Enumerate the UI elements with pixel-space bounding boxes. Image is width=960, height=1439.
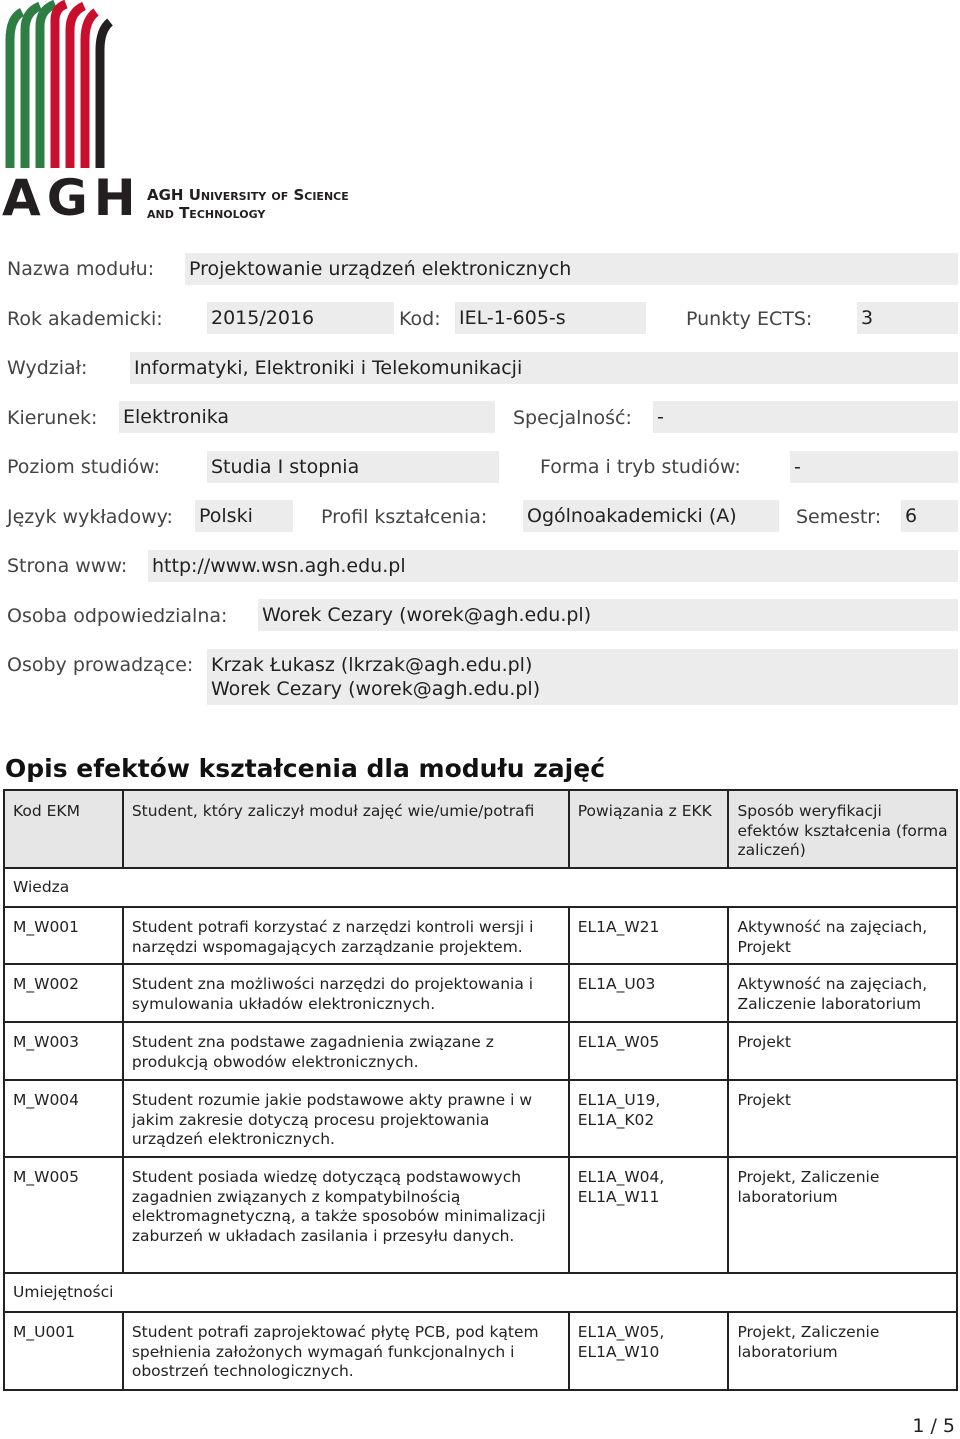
specialty-value: - [653, 401, 958, 433]
header-ekk: Powiązania z EKK [569, 790, 729, 868]
table-row [4, 1080, 957, 1157]
lecturer-2: Worek Cezary (worek@agh.edu.pl) [211, 678, 541, 700]
row-verification: Projekt, Zaliczenie laboratorium [728, 1157, 957, 1273]
row-code: M_W003 [4, 1022, 123, 1080]
field-value: Elektronika [119, 401, 495, 433]
language-label: Język wykładowy: [7, 506, 173, 528]
section-row-knowledge [4, 868, 957, 907]
agh-logo-university-line2: and Technology [147, 204, 266, 222]
semester-value: 6 [901, 500, 958, 532]
table-row [4, 907, 957, 964]
row-ekk: EL1A_W05, EL1A_W10 [569, 1312, 729, 1390]
table-row [4, 1157, 957, 1273]
header-description: Student, który zaliczył moduł zajęć wie/umie/potrafi [123, 790, 569, 868]
row-description: Student zna podstawe zagadnienia związane z produkcją obwodów elektronicznych. [123, 1022, 569, 1080]
faculty-label: Wydział: [7, 357, 88, 379]
language-value: Polski [195, 500, 293, 532]
semester-label: Semestr: [796, 506, 882, 528]
row-ekk: EL1A_W21 [569, 907, 729, 964]
row-ekk: EL1A_U19, EL1A_K02 [569, 1080, 729, 1157]
row-code: M_W001 [4, 907, 123, 964]
level-label: Poziom studiów: [7, 456, 161, 478]
code-value: IEL-1-605-s [455, 302, 646, 334]
profile-label: Profil kształcenia: [321, 506, 488, 528]
row-description: Student rozumie jakie podstawowe akty prawne i w jakim zakresie dotyczą procesu projektowania urządzeń elektronicznych. [123, 1080, 569, 1157]
ects-value: 3 [857, 302, 958, 334]
field-label: Kierunek: [7, 407, 98, 429]
row-verification: Aktywność na zajęciach, Zaliczenie laboratorium [728, 964, 957, 1022]
module-name-label: Nazwa modułu: [7, 258, 155, 280]
section-row-skills [4, 1273, 957, 1312]
agh-logo-stripes-icon [0, 0, 120, 168]
row-verification: Projekt [728, 1080, 957, 1157]
row-verification: Aktywność na zajęciach, Projekt [728, 907, 957, 964]
website-label: Strona www: [7, 555, 128, 577]
row-code: M_W005 [4, 1157, 123, 1273]
row-verification: Projekt [728, 1022, 957, 1080]
row-description: Student zna możliwości narzędzi do projektowania i symulowania układów elektronicznych. [123, 964, 569, 1022]
module-name-value: Projektowanie urządzeń elektronicznych [185, 253, 958, 285]
header-verification: Sposób weryfikacji efektów kształcenia (forma zaliczeń) [728, 790, 957, 868]
ects-label: Punkty ECTS: [686, 308, 813, 330]
website-value[interactable]: http://www.wsn.agh.edu.pl [148, 550, 958, 582]
learning-outcomes-table [3, 789, 958, 1391]
academic-year-value: 2015/2016 [207, 302, 394, 334]
specialty-label: Specjalność: [513, 407, 632, 429]
section-skills: Umiejętności [4, 1273, 957, 1312]
row-ekk: EL1A_W04, EL1A_W11 [569, 1157, 729, 1273]
academic-year-label: Rok akademicki: [7, 308, 163, 330]
table-row [4, 964, 957, 1022]
row-code: M_U001 [4, 1312, 123, 1390]
row-code: M_W004 [4, 1080, 123, 1157]
page-number: 1 / 5 [912, 1415, 955, 1437]
agh-logo-brand: AGH [2, 169, 142, 227]
lecturers-value [207, 649, 958, 705]
profile-value: Ogólnoakademicki (A) [523, 500, 779, 532]
faculty-value: Informatyki, Elektroniki i Telekomunikacji [130, 352, 958, 384]
lecturer-1: Krzak Łukasz (lkrzak@agh.edu.pl) [211, 654, 533, 676]
code-label: Kod: [399, 308, 441, 330]
responsible-value: Worek Cezary (worek@agh.edu.pl) [258, 599, 958, 631]
level-value: Studia I stopnia [207, 451, 499, 483]
row-description: Student posiada wiedzę dotyczącą podstawowych zagadnien związanych z kompatybilnością elektromagnetyczną, a także sposobów minimalizacji zaburzeń w układach zasilania i przesyłu danych. [123, 1157, 569, 1273]
row-description: Student potrafi korzystać z narzędzi kontroli wersji i narzędzi wspomagających zarządzanie projektem. [123, 907, 569, 964]
row-ekk: EL1A_W05 [569, 1022, 729, 1080]
form-value: - [790, 451, 958, 483]
table-row [4, 1312, 957, 1390]
header-code: Kod EKM [4, 790, 123, 868]
section-knowledge: Wiedza [4, 868, 957, 907]
section-title: Opis efektów kształcenia dla modułu zajęć [5, 754, 606, 783]
row-verification: Projekt, Zaliczenie laboratorium [728, 1312, 957, 1390]
responsible-label: Osoba odpowiedzialna: [7, 605, 228, 627]
agh-logo-university-line1: AGH University of Science [147, 186, 349, 204]
table-header-row [4, 790, 957, 868]
row-description: Student potrafi zaprojektować płytę PCB, pod kątem spełnienia założonych wymagań funkcjonalnych i obostrzeń technologicznych. [123, 1312, 569, 1390]
lecturers-label: Osoby prowadzące: [7, 654, 194, 676]
form-label: Forma i tryb studiów: [540, 456, 741, 478]
row-code: M_W002 [4, 964, 123, 1022]
row-ekk: EL1A_U03 [569, 964, 729, 1022]
table-row [4, 1022, 957, 1080]
agh-logo [0, 0, 360, 225]
